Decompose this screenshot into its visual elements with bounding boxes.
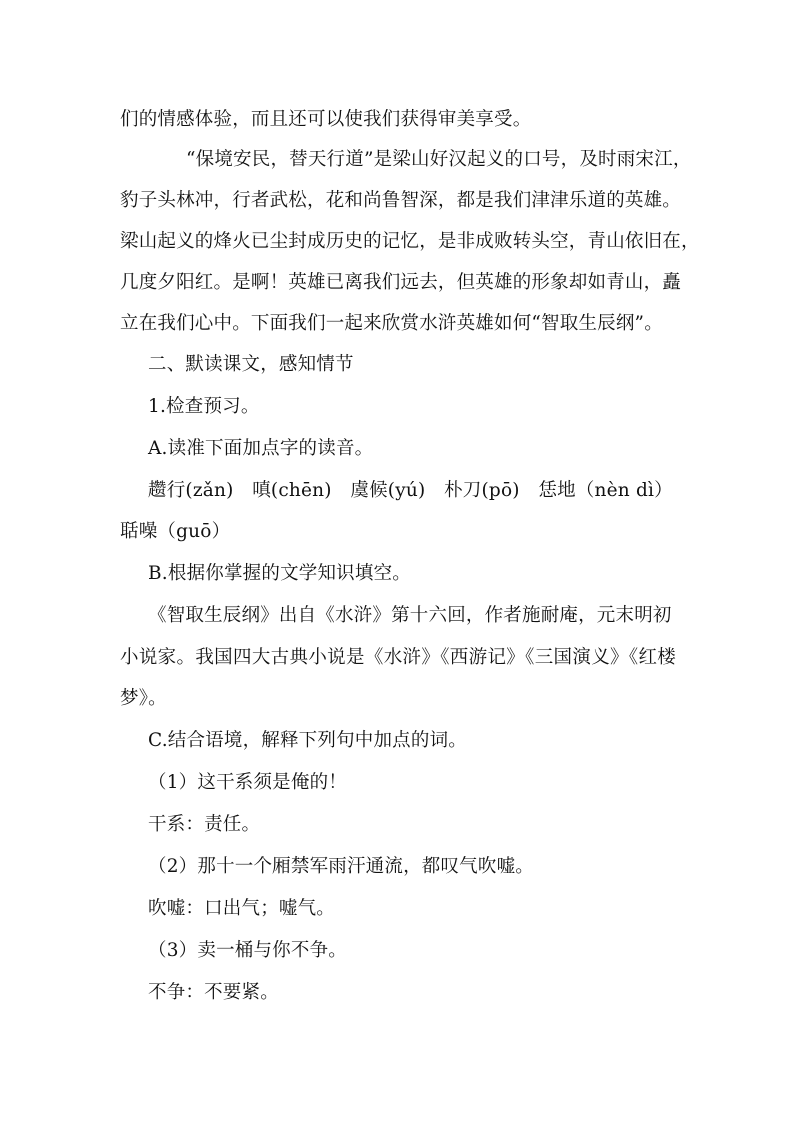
answer-2: 吹嘘：口出气；嘘气。 [148, 898, 336, 919]
text-line-1: 们的情感体验，而且还可以使我们获得审美享受。 [120, 109, 532, 130]
subheading-b: B.根据你掌握的文学知识填空。 [148, 563, 411, 584]
subheading-check-preview: 1.检查预习。 [148, 396, 260, 417]
text-line-6: 立在我们心中。下面我们一起来欣赏水浒英雄如何“智取生辰纲”。 [120, 313, 663, 334]
section-heading: 二、默读课文，感知情节 [148, 354, 354, 375]
question-1: （1）这干系须是俺的！ [148, 772, 347, 793]
question-2: （2）那十一个厢禁军雨汗通流，都叹气吹嘘。 [148, 856, 534, 877]
text-line-5: 几度夕阳红。是啊！英雄已离我们远去，但英雄的形象却如青山，矗 [120, 272, 682, 293]
text-line-2: “保境安民，替天行道”是梁山好汉起义的口号，及时雨宋江， [186, 149, 692, 170]
answer-1: 干系：责任。 [148, 814, 261, 835]
subheading-a: A.读准下面加点字的读音。 [148, 438, 374, 459]
answer-3: 不争：不要紧。 [148, 982, 279, 1003]
subheading-c: C.结合语境，解释下列句中加点的词。 [148, 730, 467, 751]
pinyin-line-1: 趱行(zǎn) 嗔(chēn) 虞候(yú) 朴刀(pō) 恁地（nèn dì） [148, 480, 673, 501]
answer-b-line-1: 《智取生辰纲》出自《水浒》第十六回，作者施耐庵，元末明初 [148, 605, 672, 626]
pinyin-line-2: 聒噪（guō） [120, 521, 231, 542]
question-3: （3）卖一桶与你不争。 [148, 940, 347, 961]
text-line-3: 豹子头林冲，行者武松，花和尚鲁智深，都是我们津津乐道的英雄。 [120, 190, 682, 211]
answer-b-line-3: 梦》。 [120, 688, 167, 709]
answer-b-line-2: 小说家。我国四大古典小说是《水浒》《西游记》《三国演义》《红楼 [120, 647, 676, 668]
text-line-4: 梁山起义的烽火已尘封成历史的记忆，是非成败转头空，青山依旧在， [120, 231, 700, 252]
